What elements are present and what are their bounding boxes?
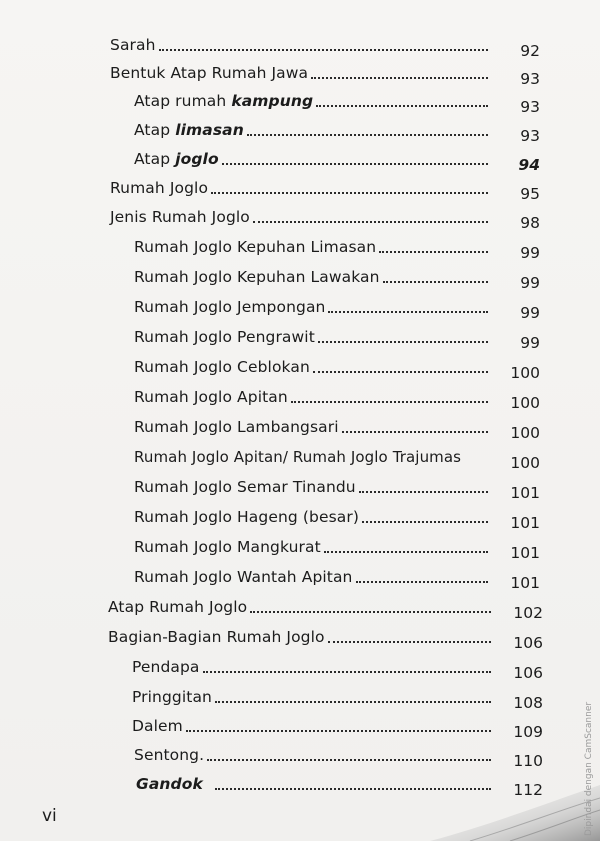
toc-page-number: 99 <box>520 274 540 292</box>
toc-page-number: 110 <box>513 752 543 770</box>
toc-entry <box>132 652 543 682</box>
toc-entry <box>108 622 543 652</box>
toc-page-number: 92 <box>520 42 540 60</box>
toc-entry <box>110 173 540 203</box>
leader-dots <box>186 729 491 732</box>
toc-entry-label: Rumah Joglo Ceblokan <box>134 358 310 376</box>
toc-entry <box>134 412 540 442</box>
leader-dots <box>316 104 488 107</box>
leader-dots <box>313 370 488 373</box>
toc-entry <box>134 352 540 382</box>
toc-entry <box>134 562 540 592</box>
toc-entry <box>134 115 540 145</box>
leader-dots <box>342 430 488 433</box>
toc-entry-label: Gandok <box>136 775 203 793</box>
leader-dots <box>328 640 491 643</box>
toc-entry-label: Rumah Joglo Wantah Apitan <box>134 568 353 586</box>
toc-entry-label: Dalem <box>132 717 183 735</box>
toc-page-number: 100 <box>510 424 540 442</box>
toc-page-number: 106 <box>513 664 543 682</box>
toc-entry-label: Rumah Joglo Apitan <box>134 388 288 406</box>
toc-page-number: 101 <box>510 484 540 502</box>
toc-entry <box>134 442 540 472</box>
toc-entry-label: Rumah Joglo Kepuhan Lawakan <box>134 268 380 286</box>
toc-page-number: 93 <box>520 70 540 88</box>
leader-dots <box>291 400 488 403</box>
toc-page-number: 93 <box>520 127 540 145</box>
toc-entry-label: Rumah Joglo <box>110 179 209 197</box>
toc-entry <box>134 532 540 562</box>
toc-page-number: 93 <box>520 98 540 116</box>
toc-entry-label: Atap joglo <box>134 150 219 168</box>
toc-entry <box>134 262 540 292</box>
leader-dots <box>207 758 491 761</box>
toc-entry-label: Atap Rumah Joglo <box>108 598 248 616</box>
toc-entry <box>134 472 540 502</box>
toc-entry <box>134 292 540 322</box>
toc-entry-label: Atap limasan <box>134 121 244 139</box>
toc-page-number: 100 <box>510 454 540 472</box>
page-curl-shadow <box>410 780 600 841</box>
toc-entry <box>134 232 540 262</box>
leader-dots <box>222 162 488 165</box>
leader-dots <box>159 48 488 51</box>
toc-page-number: 99 <box>520 244 540 262</box>
toc-entry <box>134 740 543 770</box>
toc-page-number: 112 <box>513 781 543 799</box>
leader-dots <box>215 700 491 703</box>
toc-entry <box>108 592 543 622</box>
toc-page-number: 99 <box>520 304 540 322</box>
toc-entry-label: Sentong. <box>134 746 205 764</box>
toc-page-number: 100 <box>510 364 540 382</box>
toc-page-number: 108 <box>513 694 543 712</box>
leader-dots <box>318 340 488 343</box>
toc-entry-label: Pendapa <box>132 658 200 676</box>
page-number-roman: vi <box>42 806 57 826</box>
toc-entry-label: Rumah Joglo Pengrawit <box>134 328 315 346</box>
toc-page-number: 98 <box>520 214 540 232</box>
toc-page-number: 109 <box>513 723 543 741</box>
toc-entry-label: Sarah <box>110 36 156 54</box>
toc-entry-label: Rumah Joglo Semar Tinandu <box>134 478 356 496</box>
toc-entry <box>110 202 540 232</box>
toc-page-number: 101 <box>510 544 540 562</box>
leader-dots <box>250 610 491 613</box>
camscanner-watermark <box>578 700 598 840</box>
leader-dots <box>253 220 488 223</box>
leader-dots <box>379 250 488 253</box>
toc-entry <box>110 58 540 88</box>
toc-entry-label: Atap rumah kampung <box>134 92 314 110</box>
leader-dots <box>247 133 488 136</box>
toc-page-number: 101 <box>510 574 540 592</box>
leader-dots <box>211 191 488 194</box>
toc-entry <box>134 86 540 116</box>
toc-entry <box>134 502 540 532</box>
leader-dots <box>359 490 488 493</box>
toc-entry-label: Rumah Joglo Kepuhan Limasan <box>134 238 377 256</box>
leader-dots <box>362 520 488 523</box>
leader-dots <box>356 580 489 583</box>
toc-entry-label: Jenis Rumah Joglo <box>110 208 250 226</box>
toc-entry-label: Rumah Joglo Jempongan <box>134 298 326 316</box>
toc-page-number: 94 <box>518 156 540 174</box>
toc-entry <box>132 682 543 712</box>
toc-entry <box>132 711 543 741</box>
leader-dots <box>383 280 488 283</box>
toc-page-number: 106 <box>513 634 543 652</box>
toc-entry-label: Pringgitan <box>132 688 212 706</box>
toc-page-number: 102 <box>513 604 543 622</box>
toc-entry-label: Rumah Joglo Apitan/ Rumah Joglo Trajumas <box>134 448 462 466</box>
toc-entry-label: Rumah Joglo Lambangsari <box>134 418 339 436</box>
toc-entry-label: Rumah Joglo Hageng (besar) <box>134 508 359 526</box>
toc-page-number: 99 <box>520 334 540 352</box>
toc-entry <box>134 382 540 412</box>
toc-page-number: 101 <box>510 514 540 532</box>
watermark-text: Dipindai dengan CamScanner <box>584 701 594 836</box>
toc-entry-label: Rumah Joglo Mangkurat <box>134 538 321 556</box>
leader-dots <box>203 670 491 673</box>
toc-page-number: 95 <box>520 185 540 203</box>
leader-dots <box>328 310 488 313</box>
toc-page-number: 100 <box>510 394 540 412</box>
leader-dots <box>324 550 488 553</box>
toc-entry <box>110 30 540 60</box>
toc-entry-label: Bentuk Atap Rumah Jawa <box>110 64 309 82</box>
toc-entry <box>134 322 540 352</box>
toc-entry <box>134 144 540 174</box>
leader-dots <box>311 76 488 79</box>
toc-entry-label: Bagian-Bagian Rumah Joglo <box>108 628 325 646</box>
